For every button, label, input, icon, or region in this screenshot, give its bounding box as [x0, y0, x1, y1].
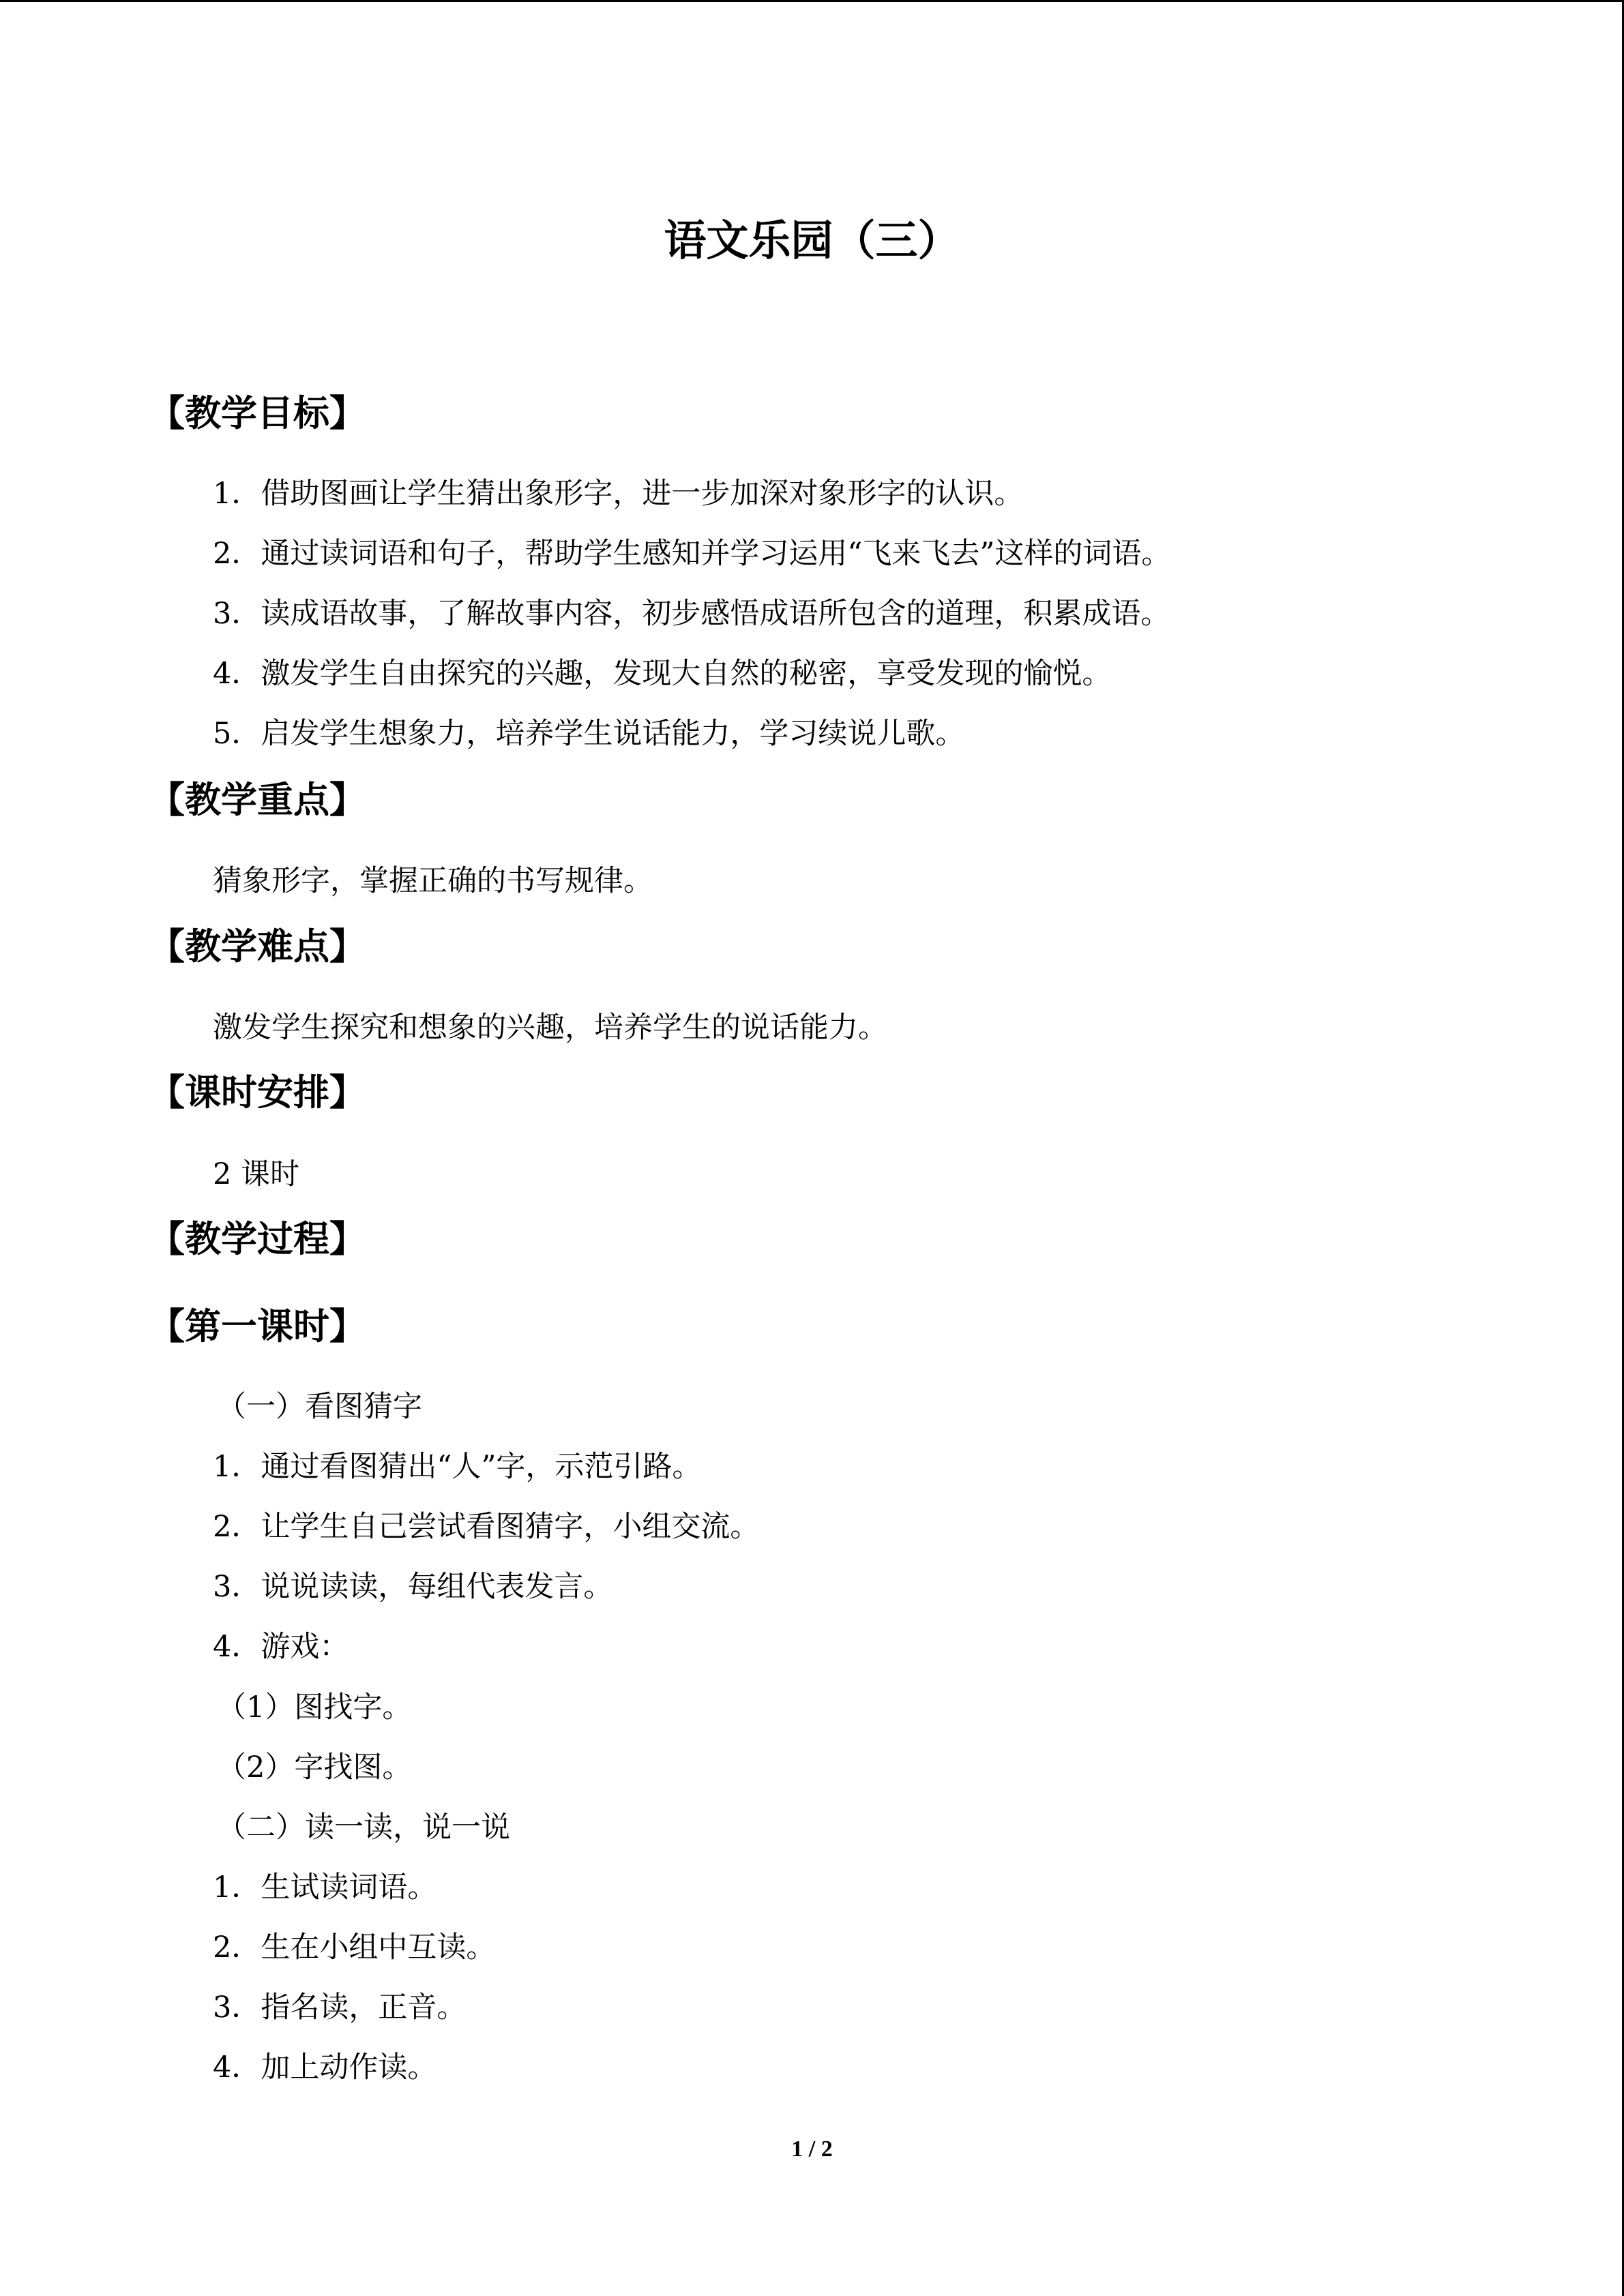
schedule-text: 2 课时 — [213, 1157, 300, 1191]
key-points-text: 猜象形字，掌握正确的书写规律。 — [213, 864, 653, 898]
first-lesson-line-1: （一）看图猜字 — [217, 1390, 422, 1424]
first-lesson-line-6: （1）图找字。 — [217, 1690, 412, 1725]
section-heading-key-points: 【教学重点】 — [149, 779, 366, 821]
document-title: 语文乐园（三） — [664, 215, 960, 265]
first-lesson-line-8: （二）读一读，说一说 — [217, 1810, 510, 1845]
section-heading-schedule: 【课时安排】 — [149, 1071, 366, 1114]
first-lesson-line-3: 2．让学生自己尝试看图猜字，小组交流。 — [213, 1510, 760, 1544]
first-lesson-line-12: 4．加上动作读。 — [213, 2051, 437, 2085]
goal-item-1: 1．借助图画让学生猜出象形字，进一步加深对象形字的认识。 — [213, 477, 1024, 511]
section-heading-goals: 【教学目标】 — [149, 392, 366, 434]
first-lesson-line-11: 3．指名读，正音。 — [213, 1991, 467, 2025]
first-lesson-line-5: 4．游戏： — [213, 1630, 349, 1664]
first-lesson-line-4: 3．说说读读，每组代表发言。 — [213, 1570, 613, 1604]
first-lesson-line-10: 2．生在小组中互读。 — [213, 1930, 496, 1965]
goal-item-4: 4．激发学生自由探究的兴趣，发现大自然的秘密，享受发现的愉悦。 — [213, 657, 1112, 691]
goal-item-3: 3．读成语故事，了解故事内容，初步感悟成语所包含的道理，积累成语。 — [213, 597, 1170, 631]
first-lesson-line-9: 1．生试读词语。 — [213, 1870, 437, 1905]
first-lesson-line-2: 1．通过看图猜出“人”字，示范引路。 — [213, 1450, 702, 1484]
goal-item-2: 2．通过读词语和句子，帮助学生感知并学习运用“飞来飞去”这样的词语。 — [213, 537, 1171, 571]
section-heading-process: 【教学过程】 — [149, 1218, 366, 1260]
goal-item-5: 5．启发学生想象力，培养学生说话能力，学习续说儿歌。 — [213, 717, 965, 751]
page-border-top — [0, 0, 1624, 2]
section-heading-difficulties: 【教学难点】 — [149, 925, 366, 968]
section-heading-first-lesson: 【第一课时】 — [149, 1305, 366, 1347]
difficulties-text: 激发学生探究和想象的兴趣，培养学生的说话能力。 — [213, 1011, 887, 1045]
first-lesson-line-7: （2）字找图。 — [217, 1750, 412, 1785]
page-number: 1 / 2 — [791, 2136, 833, 2162]
